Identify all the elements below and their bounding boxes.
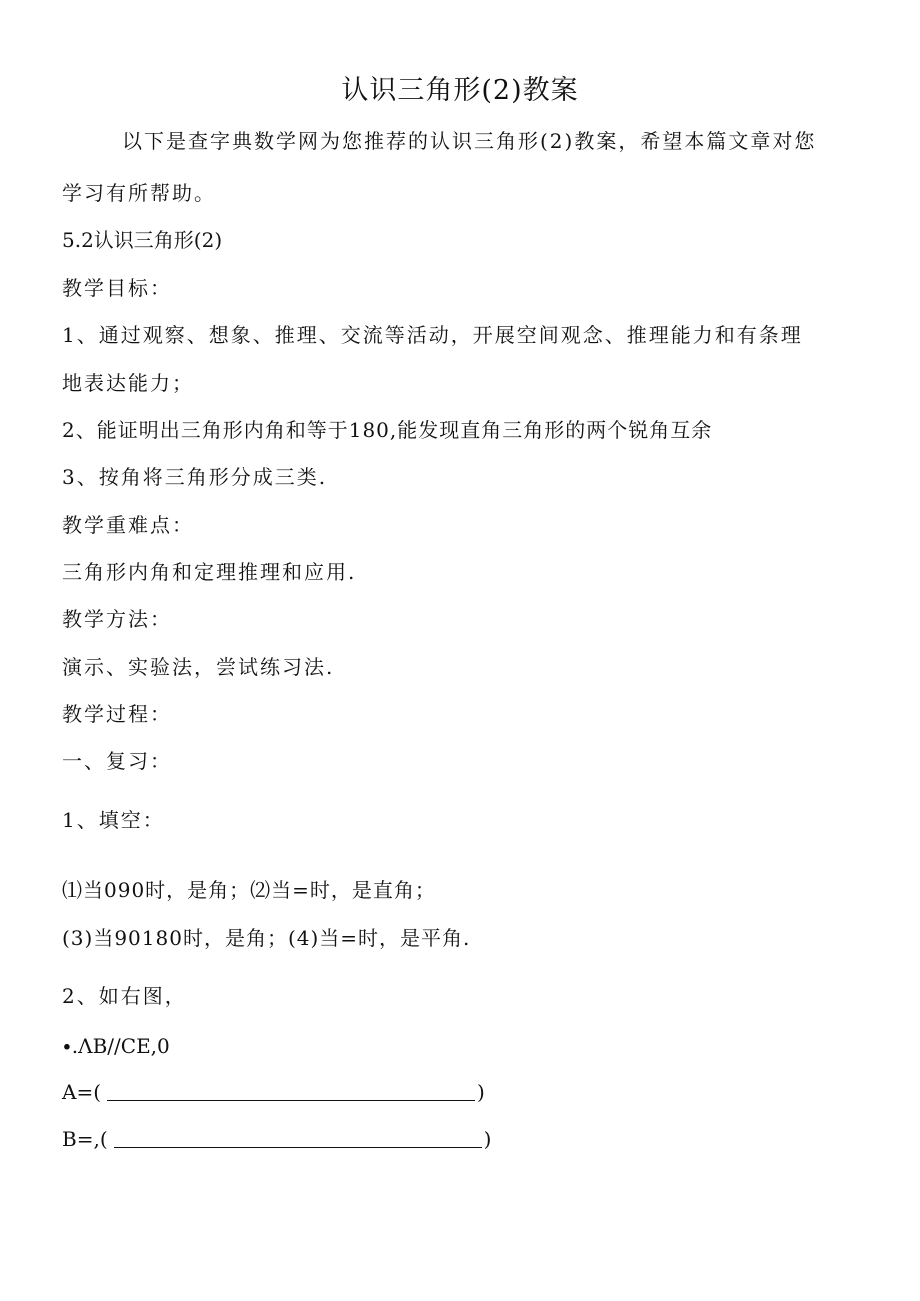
process-heading: 教学过程： (62, 702, 172, 726)
methods: 演示、实验法，尝试练习法. (62, 655, 335, 679)
goal-1-line-2: 地表达能力； (62, 371, 194, 395)
key-points: 三角形内角和定理推理和应用. (62, 560, 357, 584)
figure-given: ∙.ΛB∕∕CE,0 (62, 1034, 170, 1058)
answer-a-row (62, 1080, 485, 1104)
section-heading: 5.2认识三角形(2) (62, 228, 223, 252)
goal-1-line-1: 1、通过观察、想象、推理、交流等活动，开展空间观念、推理能力和有条理 (62, 323, 803, 347)
key-points-heading: 教学重难点： (62, 513, 194, 537)
document-title: 认识三角形(2)教案 (341, 75, 579, 106)
answer-a-label: A=( (62, 1080, 102, 1104)
intro-line-1: 以下是查字典数学网为您推荐的认识三角形(2)教案，希望本篇文章对您 (122, 129, 817, 153)
fill-blank-heading: 1、填空： (62, 808, 165, 832)
fill-line-2: (3)当90180时，是角；(4)当=时，是平角. (62, 926, 471, 950)
goal-3: 3、按角将三角形分成三类. (62, 465, 328, 489)
answer-a-close: ) (477, 1080, 485, 1104)
figure-heading: 2、如右图， (62, 984, 187, 1008)
answer-a-blank (107, 1080, 475, 1101)
fill-line-1: ⑴当090时，是角；⑵当=时，是直角； (62, 878, 436, 902)
answer-b-label: B=,( (62, 1127, 108, 1151)
goals-heading: 教学目标： (62, 276, 172, 300)
review-heading: 一、复习： (62, 749, 172, 773)
goal-2: 2、能证明出三角形内角和等于180,能发现直角三角形的两个锐角互余 (62, 418, 713, 442)
answer-b-row (62, 1127, 491, 1151)
answer-b-blank (114, 1127, 482, 1148)
intro-line-2: 学习有所帮助。 (62, 181, 216, 205)
methods-heading: 教学方法： (62, 607, 172, 631)
answer-b-close: ) (483, 1127, 492, 1151)
